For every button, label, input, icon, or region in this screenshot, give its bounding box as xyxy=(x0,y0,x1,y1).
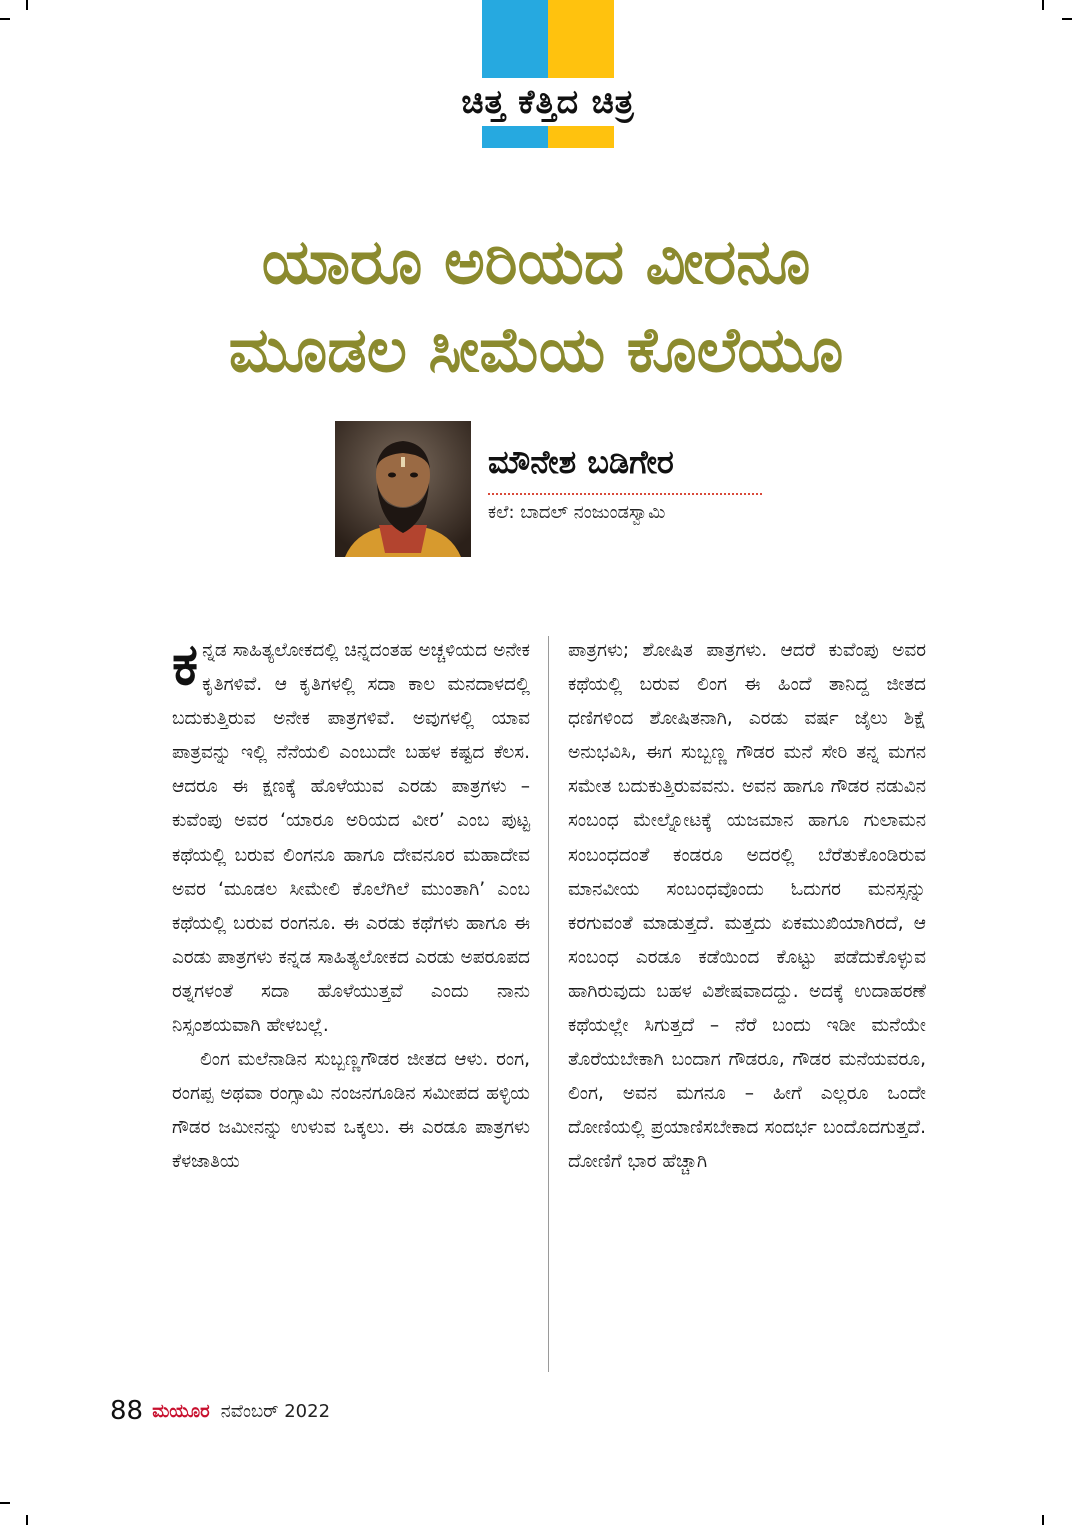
crop-mark xyxy=(1042,1515,1044,1525)
article-column-right xyxy=(568,634,926,1180)
article-column-left xyxy=(172,630,530,1180)
section-label-band xyxy=(442,78,654,126)
headline-line-2: ಮೂಡಲ ಸೀಮೆಯ ಕೊಲೆಯೂ xyxy=(228,313,844,386)
drop-cap: ಕ xyxy=(172,630,199,698)
section-label: ಚಿತ್ತ ಕೆತ್ತಿದ ಚಿತ್ರ xyxy=(461,82,635,121)
crop-mark xyxy=(26,0,28,10)
article-paragraph xyxy=(172,630,530,1043)
headline-line-1: ಯಾರೂ ಅರಿಯದ ವೀರನೂ xyxy=(261,225,811,298)
headline xyxy=(60,218,1012,394)
crop-mark xyxy=(0,1502,10,1504)
article-paragraph: ಲಿಂಗ ಮಲೆನಾಡಿನ ಸುಬ್ಬಣ್ಣಗೌಡರ ಜೀತದ ಆಳು. ರಂಗ, ರಂಗಪ್ಪ ಅಥವಾ ರಂಗ್ಸಾಮಿ ನಂಜನಗೂಡಿನ ಸಮೀಪದ ಹಳ್ಳಿಯ ಗೌಡರ ಜಮೀನನ್ನು ಉಳುವ ಒಕ್ಕಲು. ಈ ಎರಡೂ ಪಾತ್ರಗಳು ಕೆಳಜಾತಿಯ xyxy=(172,1049,530,1173)
magazine-name: ಮಯೂರ xyxy=(152,1400,210,1422)
section-logo xyxy=(461,0,635,148)
column-divider xyxy=(548,636,549,1372)
crop-mark xyxy=(1042,0,1044,10)
author-name: ಮೌನೇಶ ಬಡಿಗೇರ xyxy=(488,443,674,481)
crop-mark xyxy=(0,18,10,20)
crop-mark xyxy=(1062,18,1072,20)
issue-date: ನವೆಂಬರ್ 2022 xyxy=(220,1400,331,1422)
paragraph-text: ನ್ನಡ ಸಾಹಿತ್ಯಲೋಕದಲ್ಲಿ ಚಿನ್ನದಂತಹ ಅಚ್ಚಳಿಯದ ಅನೇಕ ಕೃತಿಗಳಿವೆ. ಆ ಕೃತಿಗಳಲ್ಲಿ ಸದಾ ಕಾಲ ಮನದಾಳದಲ್ಲಿ ಬದುಕುತ್ತಿರುವ ಅನೇಕ ಪಾತ್ರಗಳಿವೆ. ಅವುಗಳಲ್ಲಿ ಯಾವ ಪಾತ್ರವನ್ನು ಇಲ್ಲಿ ನೆನೆಯಲಿ ಎಂಬುದೇ ಬಹಳ ಕಷ್ಟದ ಕೆಲಸ. ಆದರೂ ಈ ಕ್ಷಣಕ್ಕೆ ಹೊಳೆಯುವ ಎರಡು ಪಾತ್ರಗಳು – ಕುವೆಂಪು ಅವರ ‘ಯಾರೂ ಅರಿಯದ ವೀರ’ ಎಂಬ ಪುಟ್ಟ ಕಥೆಯಲ್ಲಿ ಬರುವ ಲಿಂಗನೂ ಹಾಗೂ ದೇವನೂರ ಮಹಾದೇವ ಅವರ ‘ಮೂಡಲ ಸೀಮೇಲಿ ಕೊಲೆಗಿಲೆ ಮುಂತಾಗಿ’ ಎಂಬ ಕಥೆಯಲ್ಲಿ ಬರುವ ರಂಗನೂ. ಈ ಎರಡು ಕಥೆಗಳು ಹಾಗೂ ಈ ಎರಡು ಪಾತ್ರಗಳು ಕನ್ನಡ ಸಾಹಿತ್ಯಲೋಕದ ಎರಡು ಅಪರೂಪದ ರತ್ನಗಳಂತೆ ಸದಾ ಹೊಳೆಯುತ್ತವೆ ಎಂದು ನಾನು ನಿಸ್ಸಂಶಯವಾಗಿ ಹೇಳಬಲ್ಲೆ. xyxy=(172,640,530,1037)
author-photo xyxy=(335,421,471,557)
author-portrait-icon xyxy=(335,421,471,557)
page-number: 88 xyxy=(110,1396,144,1426)
illustrator-credit: ಕಲೆ: ಬಾದಲ್ ನಂಜುಂಡಸ್ವಾಮಿ xyxy=(488,502,666,523)
article-paragraph: ಪಾತ್ರಗಳು; ಶೋಷಿತ ಪಾತ್ರಗಳು. ಆದರೆ ಕುವೆಂಪು ಅವರ ಕಥೆಯಲ್ಲಿ ಬರುವ ಲಿಂಗ ಈ ಹಿಂದೆ ತಾನಿದ್ದ ಜೀತದ ಧಣಿಗಳಿಂದ ಶೋಷಿತನಾಗಿ, ಎರಡು ವರ್ಷ ಜೈಲು ಶಿಕ್ಷೆ ಅನುಭವಿಸಿ, ಈಗ ಸುಬ್ಬಣ್ಣ ಗೌಡರ ಮನೆ ಸೇರಿ ತನ್ನ ಮಗನ ಸಮೇತ ಬದುಕುತ್ತಿರುವವನು. ಅವನ ಹಾಗೂ ಗೌಡರ ನಡುವಿನ ಸಂಬಂಧ ಮೇಲ್ನೋಟಕ್ಕೆ ಯಜಮಾನ ಹಾಗೂ ಗುಲಾಮನ ಸಂಬಂಧದಂತೆ ಕಂಡರೂ ಅದರಲ್ಲಿ ಬೆರೆತುಕೊಂಡಿರುವ ಮಾನವೀಯ ಸಂಬಂಧವೊಂದು ಓದುಗರ ಮನಸ್ಸನ್ನು ಕರಗುವಂತೆ ಮಾಡುತ್ತದೆ. ಮತ್ತದು ಏಕಮುಖಿಯಾಗಿರದೆ, ಆ ಸಂಬಂಧ ಎರಡೂ ಕಡೆಯಿಂದ ಕೊಟ್ಟು ಪಡೆದುಕೊಳ್ಳುವ ಹಾಗಿರುವುದು ಬಹಳ ವಿಶೇಷವಾದದ್ದು. ಅದಕ್ಕೆ ಉದಾಹರಣೆ ಕಥೆಯಲ್ಲೇ ಸಿಗುತ್ತದೆ – ನೆರೆ ಬಂದು ಇಡೀ ಮನೆಯೇ ತೊರೆಯಬೇಕಾಗಿ ಬಂದಾಗ ಗೌಡರೂ, ಗೌಡರ ಮನೆಯವರೂ, ಲಿಂಗ, ಅವನ ಮಗನೂ – ಹೀಗೆ ಎಲ್ಲರೂ ಒಂದೇ ದೋಣಿಯಲ್ಲಿ ಪ್ರಯಾಣಿಸಬೇಕಾದ ಸಂದರ್ಭ ಬಂದೊದಗುತ್ತದೆ. ದೋಣಿಗೆ ಭಾರ ಹೆಚ್ಚಾಗಿ xyxy=(568,640,926,1173)
crop-mark xyxy=(26,1515,28,1525)
byline-divider xyxy=(488,493,762,495)
page-footer xyxy=(110,1396,330,1426)
